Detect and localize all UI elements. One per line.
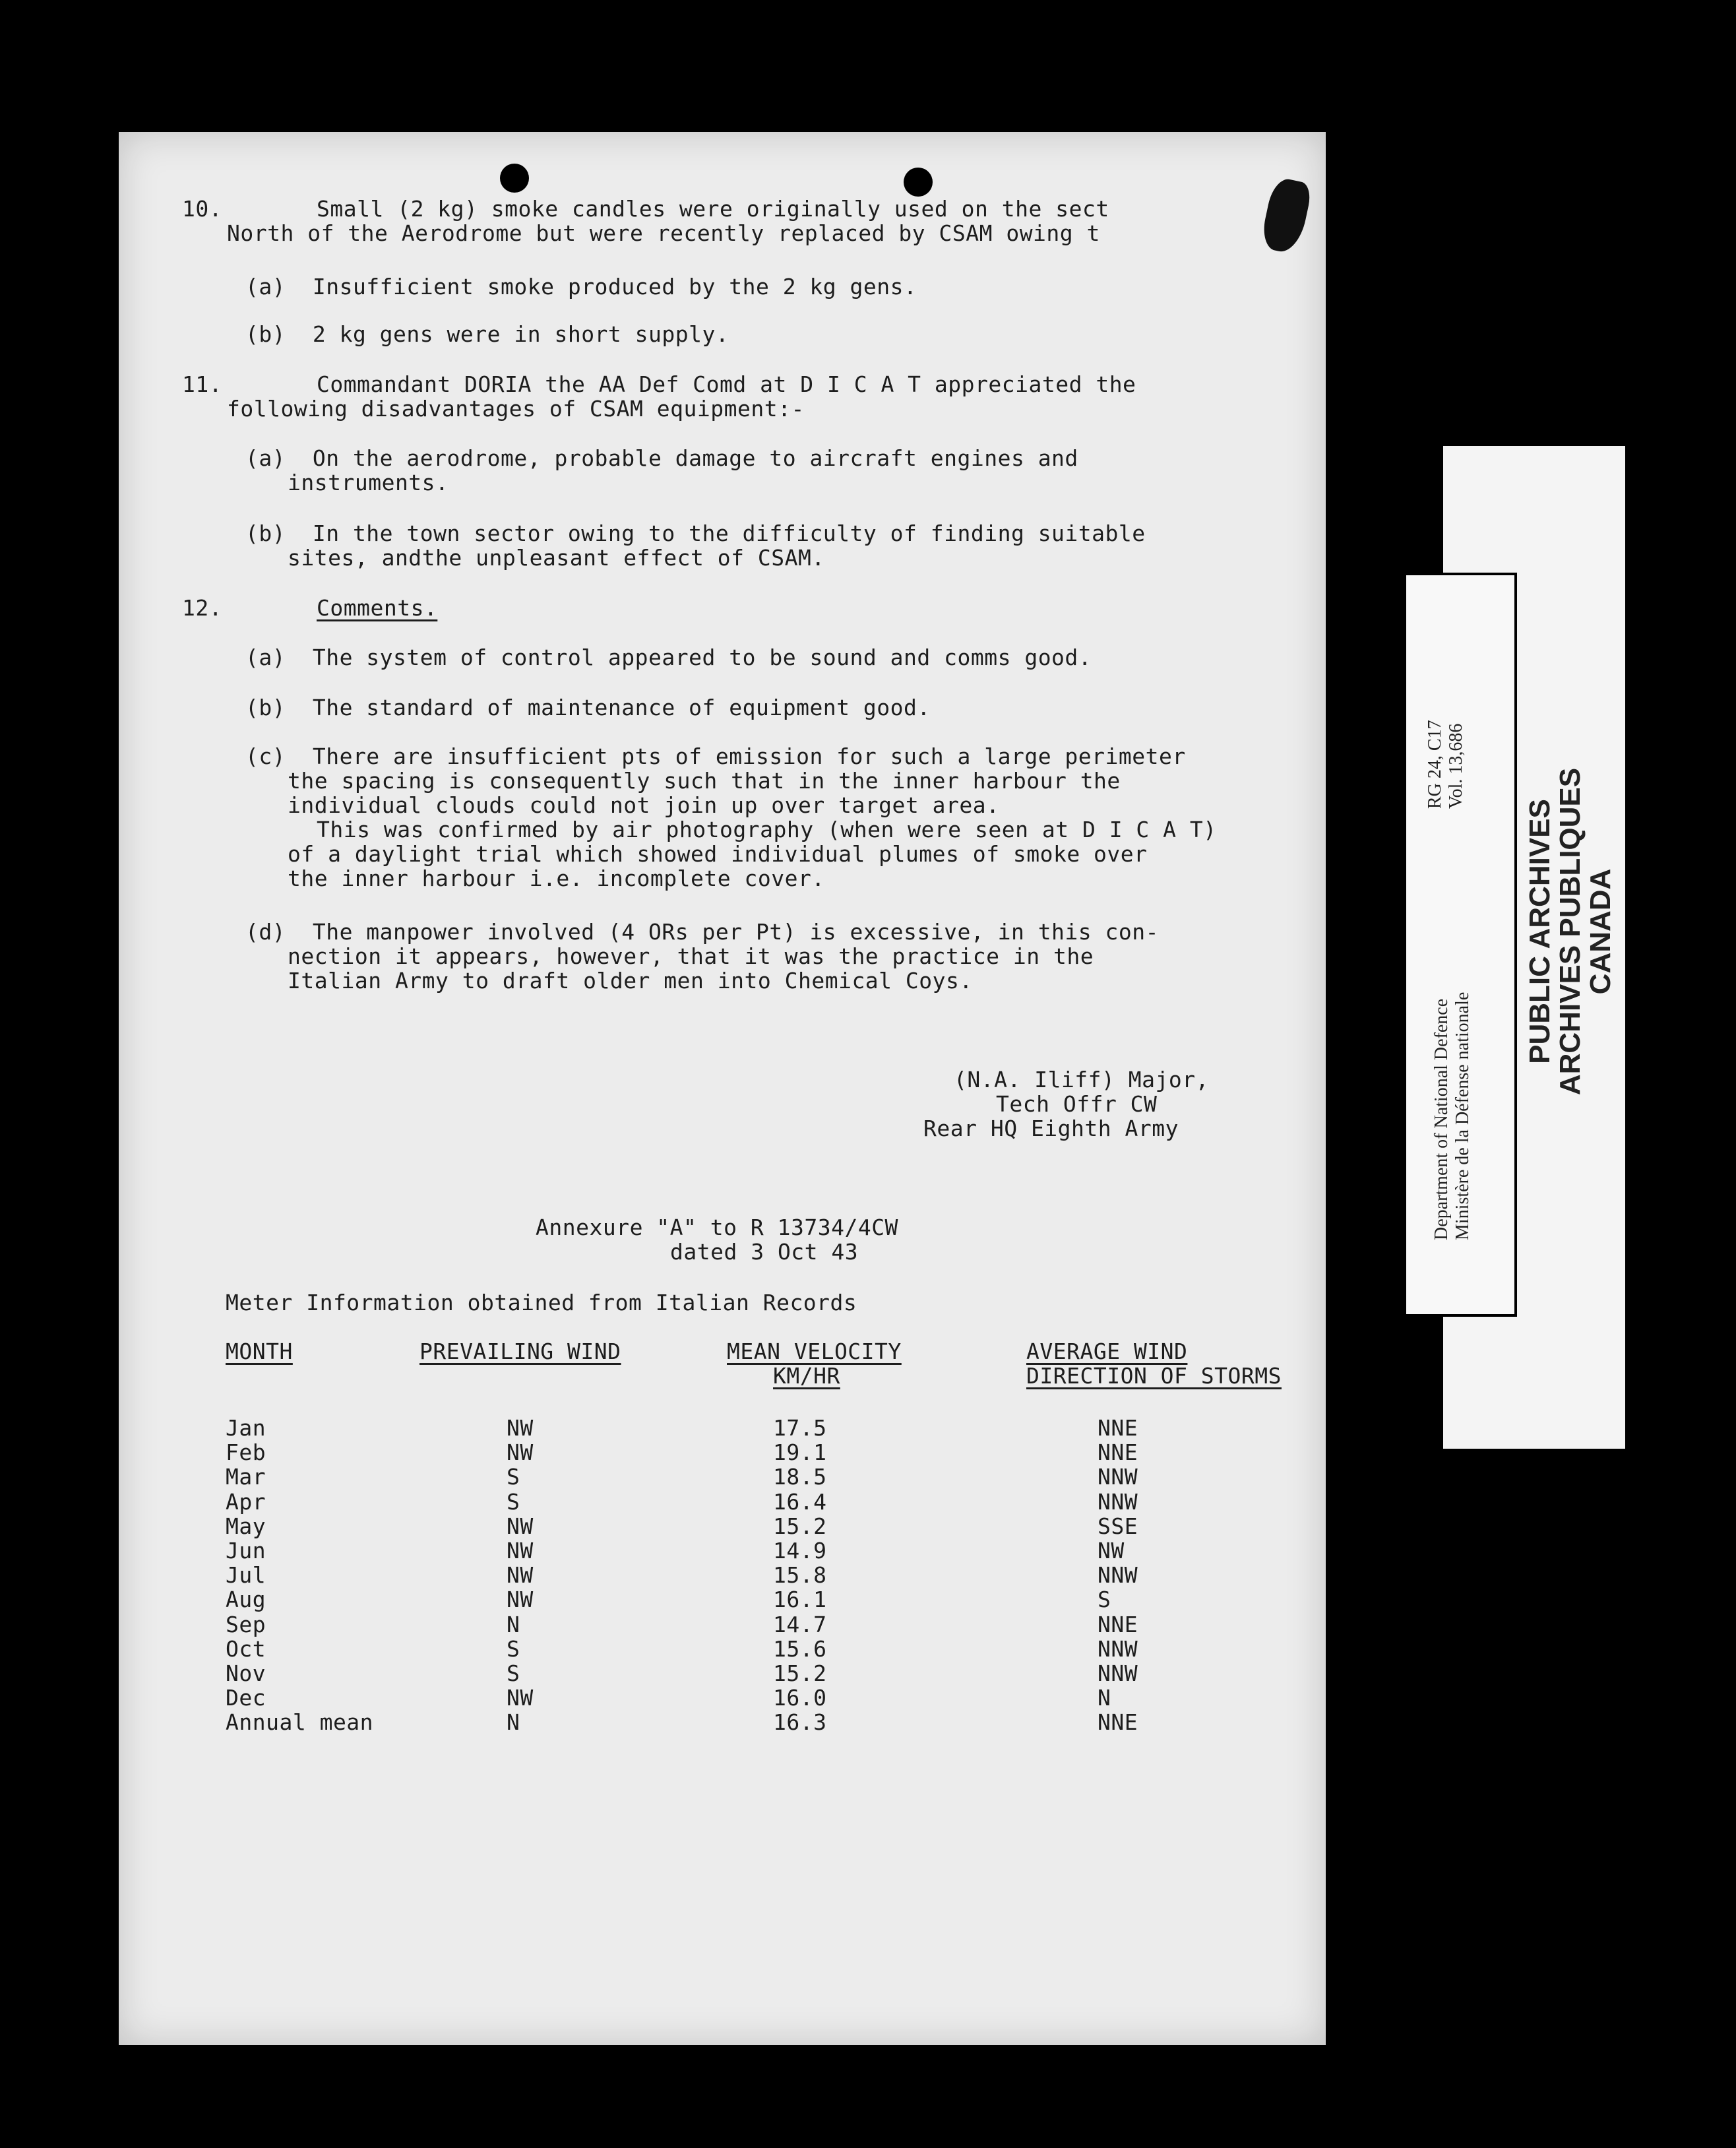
signature-title: Tech Offr CW (996, 1091, 1158, 1117)
cell-month: Jun (226, 1538, 266, 1564)
para-12-number: 12. (182, 595, 223, 621)
cell-mean-velocity: 18.5 (773, 1464, 827, 1490)
col-header-velocity-unit: KM/HR (773, 1363, 840, 1389)
signature-name: (N.A. Iliff) Major, (954, 1067, 1209, 1092)
cell-month: Sep (226, 1612, 266, 1637)
cell-mean-velocity: 16.3 (773, 1709, 827, 1735)
cell-mean-velocity: 16.4 (773, 1489, 827, 1515)
para-11-item-b-cont: sites, andthe unpleasant effect of CSAM. (288, 545, 825, 571)
punch-hole (904, 168, 933, 197)
cell-storm-direction: NNE (1098, 1415, 1138, 1441)
para-12-item-c-cont: This was confirmed by air photography (when were seen at D I C A T) (317, 817, 1217, 842)
department-line: Department of National Defence (1431, 998, 1452, 1240)
cell-mean-velocity: 15.2 (773, 1513, 827, 1539)
col-header-month: MONTH (226, 1339, 293, 1364)
col-header-storm-direction: DIRECTION OF STORMS (1026, 1363, 1282, 1389)
para-11-item-b: (b) In the town sector owing to the difficulty of finding suitable (245, 521, 1146, 546)
cell-storm-direction: NNW (1098, 1660, 1138, 1686)
cell-mean-velocity: 14.9 (773, 1538, 827, 1564)
cell-month: May (226, 1513, 266, 1539)
ink-blot (1259, 176, 1313, 255)
cell-prevailing-wind: NW (507, 1562, 534, 1588)
archive-name-line: PUBLIC ARCHIVES (1524, 799, 1556, 1064)
col-header-average-wind: AVERAGE WIND (1026, 1339, 1188, 1364)
cell-prevailing-wind: S (507, 1464, 520, 1490)
para-12-item-d-cont: Italian Army to draft older men into Chemical Coys. (288, 968, 973, 994)
cell-mean-velocity: 19.1 (773, 1439, 827, 1465)
cell-storm-direction: S (1098, 1587, 1111, 1612)
para-12-item-a: (a) The system of control appeared to be sound and comms good. (245, 645, 1092, 670)
cell-prevailing-wind: NW (507, 1685, 534, 1711)
cell-month: Jul (226, 1562, 266, 1588)
cell-mean-velocity: 15.6 (773, 1636, 827, 1662)
cell-month: Oct (226, 1636, 266, 1662)
cell-month: Jan (226, 1415, 266, 1441)
para-10-item-a: (a) Insufficient smoke produced by the 2 kg gens. (245, 274, 917, 300)
cell-month: Dec (226, 1685, 266, 1711)
cell-prevailing-wind: N (507, 1709, 520, 1735)
cell-prevailing-wind: NW (507, 1587, 534, 1612)
para-12-item-c-cont: the inner harbour i.e. incomplete cover. (288, 866, 825, 891)
para-12-item-c-cont: the spacing is consequently such that in the inner harbour the (288, 768, 1121, 794)
cell-prevailing-wind: NW (507, 1439, 534, 1465)
record-reference (1425, 720, 1467, 809)
cell-mean-velocity: 16.0 (773, 1685, 827, 1711)
para-10-line: North of the Aerodrome but were recently replaced by CSAM owing t (227, 220, 1100, 246)
cell-prevailing-wind: NW (507, 1538, 534, 1564)
cell-month: Annual mean (226, 1709, 374, 1735)
department-line: Ministère de la Défense nationale (1452, 992, 1473, 1240)
para-12-item-b: (b) The standard of maintenance of equipment good. (245, 695, 931, 720)
cell-mean-velocity: 15.2 (773, 1660, 827, 1686)
department-name (1431, 992, 1473, 1240)
cell-mean-velocity: 17.5 (773, 1415, 827, 1441)
cell-month: Apr (226, 1489, 266, 1515)
cell-month: Aug (226, 1587, 266, 1612)
para-11-line: Commandant DORIA the AA Def Comd at D I C A T appreciated the (317, 371, 1136, 397)
para-12-item-c-cont: of a daylight trial which showed individual plumes of smoke over (288, 841, 1148, 867)
archive-name (1525, 734, 1616, 1129)
record-group: RG 24, C17 (1425, 720, 1445, 809)
cell-prevailing-wind: NW (507, 1513, 534, 1539)
archive-name-line: ARCHIVES PUBLIQUES (1554, 767, 1586, 1096)
cell-month: Mar (226, 1464, 266, 1490)
cell-storm-direction: SSE (1098, 1513, 1138, 1539)
col-header-mean-velocity: MEAN VELOCITY (727, 1339, 902, 1364)
cell-month: Nov (226, 1660, 266, 1686)
para-10-line: Small (2 kg) smoke candles were originally used on the sect (317, 196, 1109, 222)
annex-title: Annexure "A" to R 13734/4CW (536, 1215, 898, 1240)
annex-intro: Meter Information obtained from Italian Records (226, 1290, 857, 1315)
cell-month: Feb (226, 1439, 266, 1465)
para-12-item-c-cont: individual clouds could not join up over target area. (288, 792, 1000, 818)
cell-storm-direction: NNW (1098, 1636, 1138, 1662)
cell-storm-direction: N (1098, 1685, 1111, 1711)
para-11-number: 11. (182, 371, 223, 397)
cell-storm-direction: NNW (1098, 1562, 1138, 1588)
cell-storm-direction: NNE (1098, 1612, 1138, 1637)
cell-storm-direction: NW (1098, 1538, 1125, 1564)
cell-prevailing-wind: S (507, 1660, 520, 1686)
cell-prevailing-wind: S (507, 1636, 520, 1662)
comments-heading: Comments. (317, 595, 438, 621)
punch-hole (500, 164, 529, 193)
cell-mean-velocity: 14.7 (773, 1612, 827, 1637)
archive-name-line: CANADA (1584, 868, 1617, 995)
para-11-item-a: (a) On the aerodrome, probable damage to aircraft engines and (245, 445, 1078, 471)
col-header-prevailing-wind: PREVAILING WIND (419, 1339, 621, 1364)
cell-mean-velocity: 16.1 (773, 1587, 827, 1612)
para-11-line: following disadvantages of CSAM equipment:- (227, 396, 805, 422)
para-12-item-d-cont: nection it appears, however, that it was the practice in the (288, 943, 1094, 969)
cell-prevailing-wind: N (507, 1612, 520, 1637)
cell-storm-direction: NNW (1098, 1489, 1138, 1515)
cell-prevailing-wind: NW (507, 1415, 534, 1441)
para-12-item-d: (d) The manpower involved (4 ORs per Pt) is excessive, in this con- (245, 919, 1160, 945)
para-10-number: 10. (182, 196, 223, 222)
annex-date: dated 3 Oct 43 (670, 1239, 859, 1265)
signature-unit: Rear HQ Eighth Army (923, 1116, 1179, 1141)
cell-storm-direction: NNW (1098, 1464, 1138, 1490)
para-10-item-b: (b) 2 kg gens were in short supply. (245, 321, 729, 347)
cell-storm-direction: NNE (1098, 1709, 1138, 1735)
cell-storm-direction: NNE (1098, 1439, 1138, 1465)
para-12-item-c: (c) There are insufficient pts of emission for such a large perimeter (245, 743, 1186, 769)
cell-mean-velocity: 15.8 (773, 1562, 827, 1588)
para-11-item-a-cont: instruments. (288, 470, 449, 495)
record-volume: Vol. 13,686 (1446, 723, 1466, 809)
cell-prevailing-wind: S (507, 1489, 520, 1515)
